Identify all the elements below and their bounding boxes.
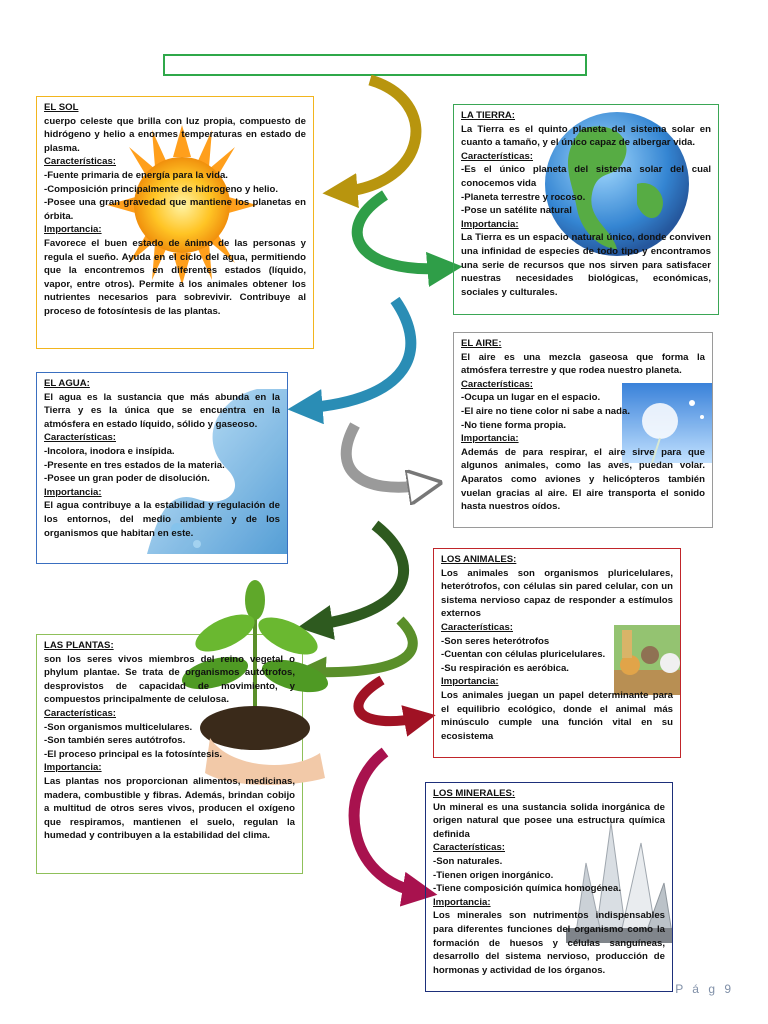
section-plantas bbox=[36, 634, 303, 874]
section-tierra bbox=[453, 104, 719, 315]
plantas-char-item: -Son organismos multicelulares. bbox=[44, 721, 193, 733]
tierra-char-item: -Planeta terrestre y rocoso. bbox=[461, 191, 586, 203]
minerales-imp-label: Importancia: bbox=[433, 896, 491, 908]
minerales-definition: Un mineral es una sustancia solida inorgánica de origen natural que posee una estructura química definida bbox=[433, 801, 665, 840]
animales-heading: LOS ANIMALES: bbox=[441, 554, 517, 565]
arrow-3 bbox=[305, 300, 411, 408]
minerales-char-item: -Tiene composición química homogénea. bbox=[433, 883, 622, 895]
animales-char-item: -Su respiración es aeróbica. bbox=[441, 662, 569, 674]
agua-char-label: Características: bbox=[44, 432, 116, 444]
aire-char-label: Características: bbox=[461, 378, 533, 390]
plantas-definition: son los seres vivos miembros del reino vegetal o phylum plantae. Se trata de organismos autótrofos, desprovistos de capacidad de movimiento, y compuestos principalmente de celulosa. bbox=[44, 653, 295, 706]
agua-char-item: -Incolora, inodora e insípida. bbox=[44, 445, 175, 457]
minerales-heading: LOS MINERALES: bbox=[433, 788, 516, 799]
animales-char-label: Características: bbox=[441, 621, 513, 633]
animales-char-item: -Cuentan con células pluricelulares. bbox=[441, 649, 606, 661]
sol-definition: cuerpo celeste que brilla con luz propia, compuesto de hidrógeno y helio a enormes temperaturas en estado de plasma. bbox=[44, 115, 306, 154]
agua-char-item: -Presente en tres estados de la materia. bbox=[44, 459, 225, 471]
section-agua bbox=[36, 372, 288, 564]
aire-char-item: -Ocupa un lugar en el espacio. bbox=[461, 392, 601, 404]
arrow-1 bbox=[340, 80, 416, 192]
tierra-char-item: -Es el único planeta del sistema solar del cual conocemos vida bbox=[461, 164, 711, 189]
aire-heading: EL AIRE: bbox=[461, 338, 502, 349]
sol-importance: Favorece el buen estado de ánimo de las personas y regula el sueño. Ayuda en el ciclo del agua, permitiendo que la encontremos en diferentes estados (líquido, vapor, entre otros). Permite a los animales obtener los nutrientes necesarios para sobrevivir. Contribuye al proceso de fotosíntesis de las plantas. bbox=[44, 237, 306, 317]
tierra-imp-label: Importancia: bbox=[461, 218, 519, 230]
agua-importance: El agua contribuye a la estabilidad y regulación de los entornos, del medio ambiente y de los organismos que habitan en este. bbox=[44, 500, 280, 539]
sol-heading: EL SOL bbox=[44, 102, 79, 113]
arrow-8 bbox=[354, 752, 420, 892]
sol-char-item: -Fuente primaria de energía para la vida. bbox=[44, 169, 228, 181]
minerales-importance: Los minerales son nutrimentos indispensables para diferentes funciones del organismo como la formación de huesos y células sanguíneas, desarrollo del sistema nervioso, producción de hormonas y actividad de los órganos. bbox=[433, 910, 665, 976]
agua-definition: El agua es la sustancia que más abunda en la Tierra y es la única que se encuentra en la atmósfera en estado líquido, sólido y gaseoso. bbox=[44, 391, 280, 430]
section-minerales bbox=[425, 782, 673, 992]
agua-heading: EL AGUA: bbox=[44, 378, 90, 389]
sol-char-item: -Posee una gran gravedad que mantiene los planetas en órbita. bbox=[44, 197, 306, 222]
minerales-char-label: Características: bbox=[433, 842, 505, 854]
tierra-char-label: Características: bbox=[461, 150, 533, 162]
agua-char-item: -Posee un gran poder de disolución. bbox=[44, 473, 210, 485]
tierra-definition: La Tierra es el quinto planeta del sistema solar en cuanto a tamaño, y el único capaz de albergar vida. bbox=[461, 123, 711, 149]
arrow-7 bbox=[358, 680, 420, 721]
section-animales bbox=[433, 548, 681, 758]
minerales-char-item: -Tienen origen inorgánico. bbox=[433, 869, 554, 881]
section-sol bbox=[36, 96, 314, 349]
aire-definition: El aire es una mezcla gaseosa que forma la atmósfera terrestre y que rodea nuestro planeta. bbox=[461, 351, 705, 377]
animales-imp-label: Importancia: bbox=[441, 676, 499, 688]
aire-imp-label: Importancia: bbox=[461, 433, 519, 445]
animales-char-item: -Son seres heterótrofos bbox=[441, 635, 550, 647]
section-aire bbox=[453, 332, 713, 528]
plantas-char-item: -Son también seres autótrofos. bbox=[44, 735, 186, 747]
plantas-char-label: Características: bbox=[44, 707, 116, 719]
plantas-importance: Las plantas nos proporcionan alimentos, medicinas, madera, combustible y fibras. Además, brindan cobijo a multitud de otros seres vivos, producen el oxígeno que respiramos, mantienen el suelo, regulan la humedad y contribuyen a la estabilidad del clima. bbox=[44, 775, 295, 842]
animales-importance: Los animales juegan un papel determinante para el equilibrio ecológico, donde el animal más minúsculo cumple una función vital en su ecosistema bbox=[441, 689, 673, 742]
minerales-char-item: -Son naturales. bbox=[433, 855, 503, 867]
page-number: P á g 9 bbox=[675, 982, 734, 996]
aire-importance: Además de para respirar, el aire sirve para que algunos animales, como las aves, puedan volar. Aparatos como aviones y helicópteros también vuelan gracias al aire. El aire transporta el sonido hasta nuestros oídos. bbox=[461, 446, 705, 513]
sol-char-item: -Composición principalmente de hidrogeno y helio. bbox=[44, 183, 279, 195]
sol-char-label: Características: bbox=[44, 156, 116, 168]
plantas-heading: LAS PLANTAS: bbox=[44, 640, 114, 651]
sol-imp-label: Importancia: bbox=[44, 224, 102, 236]
aire-char-item: -No tiene forma propia. bbox=[461, 419, 567, 431]
tierra-heading: LA TIERRA: bbox=[461, 110, 516, 121]
agua-imp-label: Importancia: bbox=[44, 486, 102, 498]
tierra-char-item: -Pose un satélite natural bbox=[461, 205, 572, 217]
animales-definition: Los animales son organismos pluricelulares, heterótrofos, con células sin pared celular, con un sistema nervioso capaz de responder a estímulos externos bbox=[441, 567, 673, 620]
arrow-2 bbox=[357, 195, 445, 269]
aire-char-item: -El aire no tiene color ni sabe a nada. bbox=[461, 405, 631, 417]
tierra-importance: La Tierra es un espacio natural único, donde conviven una infinidad de especies de todo tipo y encontramos una serie de recursos que nos sirven para satisfacer nuestras necesidades biológicas, económicas, sociales y culturales. bbox=[461, 232, 711, 298]
arrow-4 bbox=[346, 425, 425, 487]
plantas-char-item: -El proceso principal es la fotosíntesis. bbox=[44, 748, 223, 760]
plantas-imp-label: Importancia: bbox=[44, 762, 102, 774]
